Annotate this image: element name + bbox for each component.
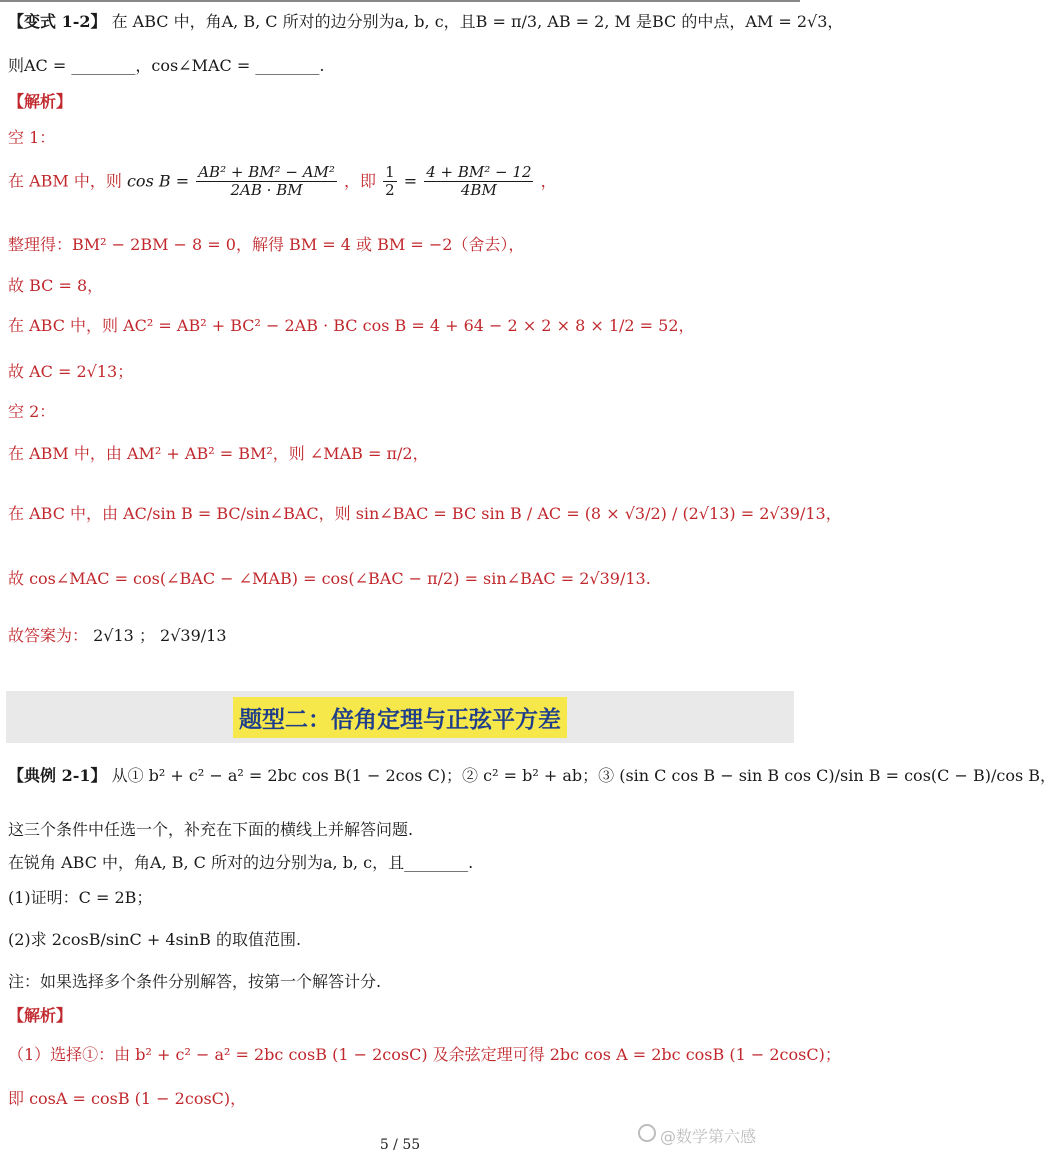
problem-1-2-tag: 【变式 1-2】 [8, 12, 107, 31]
top-rule [0, 0, 800, 2]
example-2-1-setup: 在锐角 ABC 中，角A, B, C 所对的边分别为a, b, c，且________. [8, 853, 474, 872]
sol1-step2: 整理得：BM² − 2BM − 8 = 0，解得 BM = 4 或 BM = −2（舍去）， [8, 235, 525, 254]
analysis-label-2: 【解析】 [8, 1006, 73, 1025]
answer-1: 2√13 [93, 626, 134, 645]
example-2-1-part2: (2)求 2cosB/sinC + 4sinB 的取值范围. [8, 930, 302, 949]
sol1-step5: 故 AC = 2√13； [8, 362, 134, 381]
sol1-fraction-bm: $\frac{\text{4 + BM² − 12}}{4BM}$ [426, 163, 532, 200]
problem-1-2-stem-text: 在 ABC 中，角A, B, C 所对的边分别为a, b, c，且B = π/3, AB = 2, M 是BC 的中点，AM = 2√3， [111, 12, 844, 31]
sol1-step3: 故 BC = 8， [8, 276, 104, 295]
sol1-step1-mid: ，即 [344, 171, 377, 191]
blank-1-label: 空 1： [8, 128, 56, 147]
sol3-step2: 即 cosA = cosB (1 − 2cosC)， [8, 1089, 247, 1108]
example-2-1-conditions-text: 从① b² + c² − a² = 2bc cos B(1 − 2cos C)；② c² = b² + ab；③ (sin C cos B − sin B cos C)/sin B = cos(C − B)/cos B， [111, 766, 1056, 785]
blank-2-label: 空 2： [8, 402, 56, 421]
sol1-step1: 在 ABM 中，则 cos B = $\frac{\text{AB² + BM² − AM²}}{2AB \cdot BM}$ ，即 $\frac{1}{2}$ = $\frac{\text{4 + BM² − 12}}{4BM}$ ， [8, 163, 557, 200]
answer-label: 故答案为： [8, 626, 89, 645]
example-2-1-tag: 【典例 2-1】 [8, 766, 107, 785]
section-banner [6, 691, 794, 743]
section-title: 题型二：倍角定理与正弦平方差 [233, 697, 567, 738]
example-2-1-conditions [8, 768, 1056, 784]
example-2-1-note: 注：如果选择多个条件分别解答，按第一个解答计分. [8, 972, 382, 991]
example-2-1-instruction: 这三个条件中任选一个，补充在下面的横线上并解答问题. [8, 820, 414, 839]
analysis-label-1: 【解析】 [8, 92, 73, 111]
sol1-step1-cosB: cos B [126, 171, 171, 191]
page-number: 5 / 55 [379, 1137, 421, 1153]
sol1-step4: 在 ABC 中，则 AC² = AB² + BC² − 2AB · BC cos B = 4 + 64 − 2 × 2 × 8 × 1/2 = 52， [8, 316, 695, 335]
sol1-step1-prefix: 在 ABM 中，则 [8, 171, 122, 191]
problem-1-2-stem [8, 14, 843, 30]
sol1-fraction-half: $\frac{1}{2}$ [385, 163, 395, 200]
sol2-step3: 故 cos∠MAC = cos(∠BAC − ∠MAB) = cos(∠BAC − π/2) = sin∠BAC = 2√39/13. [8, 569, 651, 588]
example-2-1-part1: (1)证明：C = 2B； [8, 888, 153, 907]
watermark-text: @数学第六感 [660, 1127, 757, 1146]
sol3-step1: （1）选择①：由 b² + c² − a² = 2bc cosB (1 − 2cosC) 及余弦定理可得 2bc cos A = 2bc cosB (1 − 2cosC)； [8, 1045, 841, 1064]
sol2-step1: 在 ABM 中，由 AM² + AB² = BM²，则 ∠MAB = π/2， [8, 444, 429, 463]
problem-1-2-question: 则AC = ________，cos∠MAC = ________. [8, 56, 325, 75]
sol2-answer: 故答案为： 2√13 ； 2√39/13 [8, 626, 227, 645]
sol2-step2: 在 ABC 中，由 AC/sin B = BC/sin∠BAC，则 sin∠BAC = BC sin B / AC = (8 × √3/2) / (2√13) = 2√39/13， [8, 504, 842, 523]
watermark-logo-icon [638, 1124, 656, 1142]
answer-2: 2√39/13 [160, 626, 227, 645]
sol1-fraction-cosB: $\frac{\text{AB² + BM² − AM²}}{2AB \cdot BM}$ [198, 163, 335, 200]
